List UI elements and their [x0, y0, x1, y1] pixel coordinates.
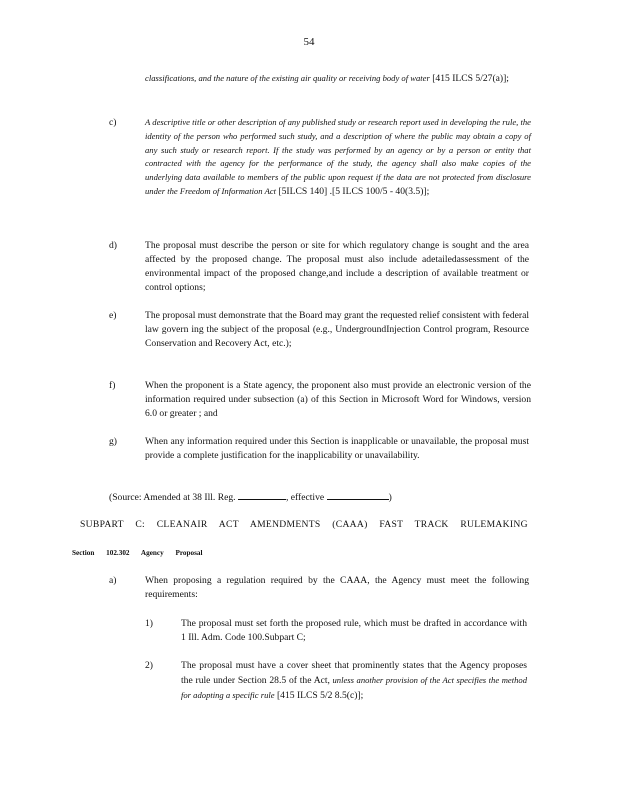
item-c-citation: [5ILCS 140] .[5 ILCS 100/5 - 40(3.5)];: [276, 185, 430, 197]
source-middle: , effective: [285, 492, 325, 503]
source-suffix: ): [388, 492, 392, 503]
page-number: 54: [303, 36, 315, 48]
item-f-text: When the proponent is a State agency, the proponent also must provide an electronic version of the information required under subsection (a) of this Section in Microsoft Word for Windows, version 6.0 or greater ; and: [145, 380, 531, 419]
item-c-italic-text: A descriptive title or other description of any published study or research report used in developing the rule, the identity of the person who performed such study, and a description of where the public may obtain a copy of any such study or research report. If the study was performed by an agency or by a person or entity that contracted with the agency for the performance of the study, the agency shall also make copies of the underlying data available to members of the public upon request if the data are not protected from disclosure under the Freedom of Information Act: [145, 117, 531, 196]
section-heading: Section 102.302 Agency Proposal: [72, 549, 203, 557]
item-e-text: The proposal must demonstrate that the Board may grant the requested relief consistent with federal law govern ing the subject of the proposal (e.g., UndergroundInjection Control program, Resource Conservation and Recovery Act, etc.);: [145, 310, 529, 349]
source-note: [109, 490, 392, 505]
source-prefix: (Source: Amended at 38 Ill. Reg.: [109, 492, 236, 503]
subitem-1-label: 1): [145, 618, 153, 629]
register-blank: [238, 490, 286, 500]
item-g-label: g): [109, 436, 117, 447]
subpart-heading: SUBPART C: CLEANAIR ACT AMENDMENTS (CAAA) FAST TRACK RULEMAKING: [80, 519, 528, 530]
subitem-2-label: 2): [145, 660, 153, 671]
item-f-label: f): [109, 380, 116, 391]
item-e-label: e): [109, 310, 117, 321]
section-a-label: a): [109, 575, 117, 586]
section-a-text: When proposing a regulation required by the CAAA, the Agency must meet the following requirements:: [145, 575, 529, 600]
subitem-2-text: [181, 659, 527, 703]
item-c-label: c): [109, 117, 117, 128]
item-b-italic-text: classifications, and the nature of the existing air quality or receiving body of water: [145, 73, 430, 83]
item-c-text: [145, 116, 531, 199]
subitem-2-italic-text: unless another provision of the Act specifies the method for adopting a specific rule: [181, 675, 527, 700]
subitem-1-text: The proposal must set forth the proposed rule, which must be drafted in accordance with 1 Ill. Adm. Code 100.Subpart C;: [181, 618, 527, 643]
item-b-continuation: [145, 72, 517, 86]
item-d-text: The proposal must describe the person or site for which regulatory change is sought and the area affected by the proposed change. The proposal must also include adetailedassessment of the environmental impact of the proposed change,and include a description of available treatment or control options;: [145, 240, 529, 293]
effective-date-blank: [327, 490, 389, 500]
subitem-2-citation: [415 ILCS 5/2 8.5(c)];: [274, 690, 364, 701]
item-g-text: When any information required under this Section is inapplicable or unavailable, the proposal must provide a complete justification for the inapplicability or unavailability.: [145, 436, 529, 461]
item-d-label: d): [109, 240, 117, 251]
subitem-2-upright-text: The proposal must have a cover sheet that prominently states that the Agency proposes the rule under Section 28.5 of the Act,: [181, 660, 527, 686]
item-b-citation: [415 ILCS 5/27(a)];: [429, 73, 509, 84]
